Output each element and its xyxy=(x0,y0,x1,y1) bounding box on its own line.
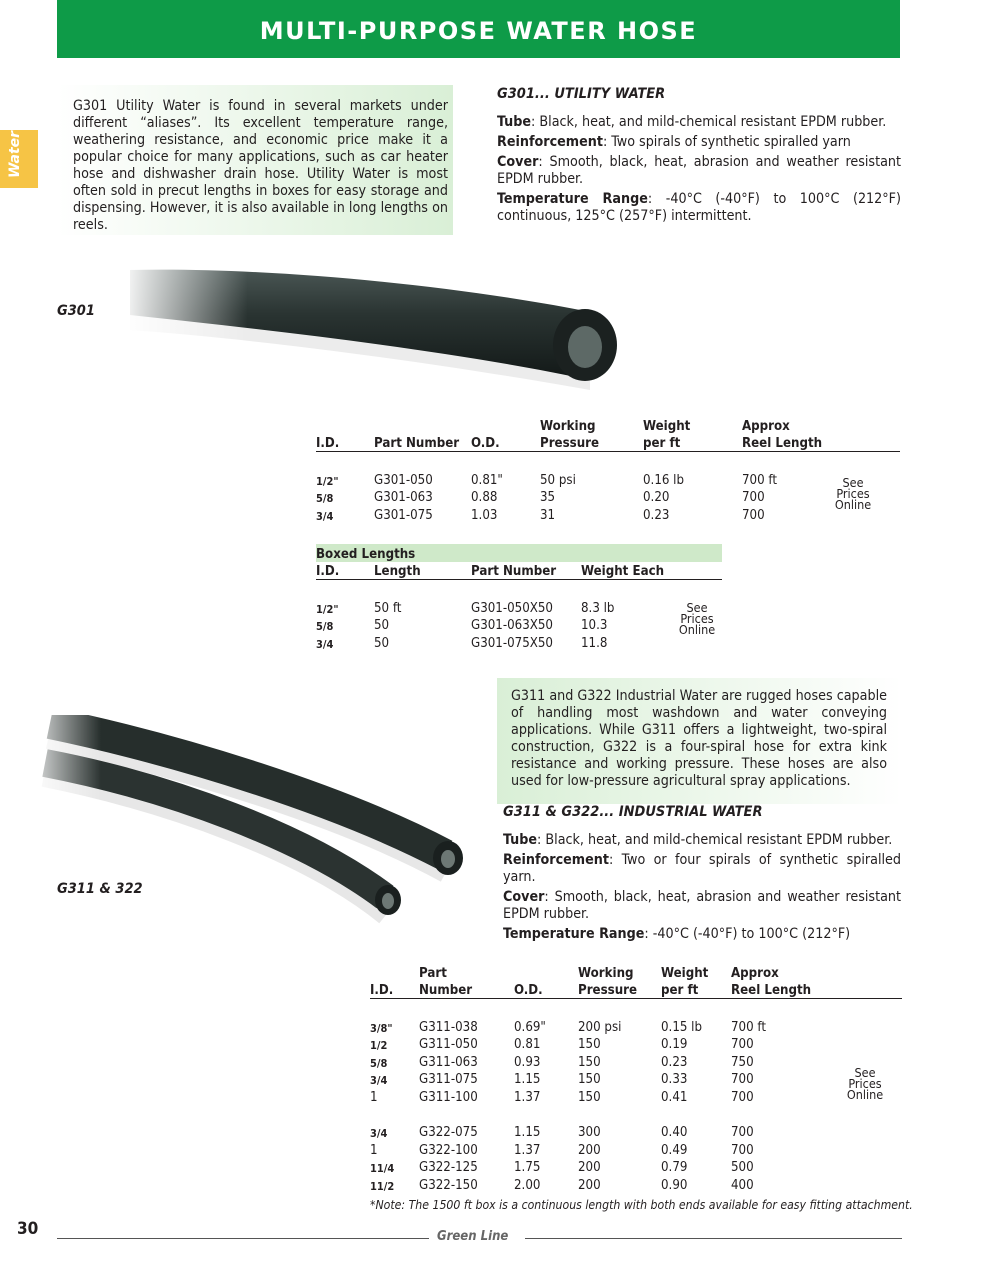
cell-od: 1.15 xyxy=(514,1125,541,1140)
cell-pressure: 200 xyxy=(578,1160,601,1175)
g311-heading: G311 & G322... INDUSTRIAL WATER xyxy=(503,804,763,820)
cell-weight: 8.3 lb xyxy=(581,600,615,616)
boxed-lengths-title: Boxed Lengths xyxy=(316,544,722,562)
col-header: per ft xyxy=(643,434,742,452)
cell-part: G301-050 xyxy=(374,472,433,488)
cell-reel: 700 xyxy=(742,507,765,523)
cell-od: 0.81" xyxy=(471,472,503,488)
footer-rule-left xyxy=(57,1238,429,1239)
table-row xyxy=(370,1052,902,1070)
footnote: *Note: The 1500 ft box is a continuous length with both ends available for easy fitting attachment. xyxy=(370,1198,913,1212)
col-header: Pressure xyxy=(540,434,643,452)
col-header: Part Number xyxy=(374,434,471,452)
table-row xyxy=(316,598,722,616)
table-row xyxy=(370,1035,902,1053)
g301-boxed-table xyxy=(316,544,722,651)
cell-reel: 700 xyxy=(731,1142,754,1158)
reinforcement-text: : Two or four spirals of synthetic spiralled yarn. xyxy=(503,852,901,885)
col-header: Weight xyxy=(661,965,709,981)
g301-specs xyxy=(497,114,901,228)
prices-line: See xyxy=(686,600,708,615)
cell-part: G301-050X50 xyxy=(471,600,553,616)
table-row xyxy=(370,1175,902,1193)
col-header: Reel Length xyxy=(731,981,902,999)
boxed-prices-note xyxy=(667,602,727,635)
cell-part: G311-100 xyxy=(419,1089,478,1105)
cell-id: 11/2 xyxy=(370,1179,395,1193)
cell-pressure: 300 xyxy=(578,1125,601,1140)
temperature-text: : -40°C (-40°F) to 100°C (212°F) continuous, 125°C (257°F) intermittent. xyxy=(497,191,901,224)
cover-label: Cover xyxy=(497,154,539,170)
col-header: Approx xyxy=(742,418,790,434)
g311-intro: G311 and G322 Industrial Water are rugged hoses capable of handling most washdown and water conveying applications. While G311 offers a lightweight, two-spiral construction, G322 is a four-spiral hose for extra kink resistance and working pressure. These hoses are also used for low-pressure agricultural spray applications. xyxy=(497,678,902,804)
cell-part: G311-038 xyxy=(419,1019,478,1035)
cell-pressure: 200 xyxy=(578,1142,601,1158)
cell-reel: 700 xyxy=(731,1125,754,1140)
cell-od: 1.37 xyxy=(514,1142,541,1158)
cell-pressure: 200 xyxy=(578,1177,601,1193)
cell-weight: 0.23 xyxy=(643,507,670,523)
g311-specs xyxy=(503,832,901,946)
cell-part: G311-063 xyxy=(419,1054,478,1070)
table-row xyxy=(370,1158,902,1176)
prices-line: Online xyxy=(834,497,872,512)
cell-weight: 0.23 xyxy=(661,1054,688,1070)
cell-reel: 700 xyxy=(742,490,765,505)
cell-part: G322-075 xyxy=(419,1125,478,1140)
cell-reel: 700 xyxy=(731,1089,754,1105)
cell-reel: 700 ft xyxy=(742,472,777,488)
table-row xyxy=(370,1070,902,1088)
prices-line: See xyxy=(854,1065,876,1080)
col-header: Weight xyxy=(643,418,691,434)
cell-part: G311-050 xyxy=(419,1037,478,1052)
cell-reel: 700 xyxy=(731,1072,754,1087)
col-header: Number xyxy=(419,981,514,999)
table-row xyxy=(370,1140,902,1158)
g301-prices-note xyxy=(823,477,883,510)
cell-part: G322-125 xyxy=(419,1160,478,1175)
cell-pressure: 50 psi xyxy=(540,472,576,488)
cell-id: 3/4 xyxy=(370,1127,388,1140)
cell-id: 5/8 xyxy=(370,1056,388,1070)
footer-rule-right xyxy=(525,1238,902,1239)
col-header: Pressure xyxy=(578,981,661,999)
prices-line: Online xyxy=(678,622,716,637)
col-header: Approx xyxy=(731,965,779,981)
cell-weight: 0.33 xyxy=(661,1072,688,1087)
prices-line: Prices xyxy=(680,611,714,626)
cell-weight: 0.16 lb xyxy=(643,472,685,488)
col-header: O.D. xyxy=(514,981,578,999)
temperature-label: Temperature Range xyxy=(497,191,648,207)
cell-id: 1/2" xyxy=(316,474,339,488)
tube-text: : Black, heat, and mild-chemical resistant EPDM rubber. xyxy=(537,832,893,848)
prices-line: Online xyxy=(846,1087,884,1102)
cell-od: 0.69" xyxy=(514,1019,546,1035)
g301-hose-image xyxy=(120,255,630,415)
cell-pressure: 150 xyxy=(578,1054,601,1070)
reinforcement-label: Reinforcement xyxy=(503,852,609,868)
tube-text: : Black, heat, and mild-chemical resistant EPDM rubber. xyxy=(531,114,887,130)
cell-id: 3/4 xyxy=(316,509,334,523)
cell-pressure: 35 xyxy=(540,490,556,505)
cell-reel: 750 xyxy=(731,1054,754,1070)
cell-length: 50 xyxy=(374,635,390,651)
col-header: Part Number xyxy=(471,562,581,580)
cell-part: G311-075 xyxy=(419,1072,478,1087)
col-header: I.D. xyxy=(316,562,374,580)
cell-od: 0.88 xyxy=(471,490,498,505)
col-header: Part xyxy=(419,965,447,981)
cell-id: 1 xyxy=(370,1142,378,1158)
cell-length: 50 ft xyxy=(374,600,402,616)
cell-id: 1 xyxy=(370,1089,378,1105)
cell-id: 5/8 xyxy=(316,492,334,505)
cell-part: G301-075X50 xyxy=(471,635,553,651)
cell-id: 1/2" xyxy=(316,602,339,616)
cell-weight: 0.20 xyxy=(643,490,670,505)
page-title: MULTI-PURPOSE WATER HOSE xyxy=(259,17,698,45)
prices-line: Prices xyxy=(848,1076,882,1091)
cell-weight: 0.41 xyxy=(661,1089,688,1105)
cover-text: : Smooth, black, heat, abrasion and weather resistant EPDM rubber. xyxy=(497,154,901,187)
cell-id: 5/8 xyxy=(316,620,334,633)
g301-intro: G301 Utility Water is found in several markets under different “aliases”. Its excellent temperature range, weathering resistance, and economic price make it a popular choice for many applications, such as car heater hose and dishwasher drain hose. Utility Water is most often sold in precut lengths in boxes for easy storage and dispensing. However, it is also available in long lengths on reels. xyxy=(58,85,453,235)
cell-od: 1.03 xyxy=(471,507,498,523)
col-header: I.D. xyxy=(316,434,374,452)
cell-id: 3/4 xyxy=(370,1074,388,1087)
temperature-text: : -40°C (-40°F) to 100°C (212°F) xyxy=(644,926,851,942)
page-banner xyxy=(57,0,900,58)
section-tab xyxy=(0,130,38,188)
g311-photo-label: G311 & 322 xyxy=(57,881,143,897)
footer-brand: Green Line xyxy=(437,1229,509,1244)
page-number: 30 xyxy=(17,1219,39,1239)
cover-text: : Smooth, black, heat, abrasion and weather resistant EPDM rubber. xyxy=(503,889,901,922)
cell-weight: 0.90 xyxy=(661,1177,688,1193)
cell-pressure: 150 xyxy=(578,1037,601,1052)
cell-id: 11/4 xyxy=(370,1162,395,1175)
cell-weight: 11.8 xyxy=(581,635,608,651)
cell-part: G301-063 xyxy=(374,490,433,505)
prices-line: See xyxy=(842,475,864,490)
cell-reel: 400 xyxy=(731,1177,754,1193)
cell-pressure: 150 xyxy=(578,1089,601,1105)
cell-id: 3/4 xyxy=(316,637,334,651)
cell-pressure: 150 xyxy=(578,1072,601,1087)
col-header: Working xyxy=(540,418,596,434)
table-row xyxy=(316,633,722,651)
cell-weight: 0.19 xyxy=(661,1037,688,1052)
table-row xyxy=(316,470,900,488)
table-row xyxy=(370,1123,902,1141)
g301-spec-table xyxy=(316,416,900,523)
col-header: Working xyxy=(578,965,634,981)
tube-label: Tube xyxy=(497,114,532,130)
g311-spec-table xyxy=(370,963,902,1193)
cell-weight: 0.49 xyxy=(661,1142,688,1158)
cell-reel: 700 xyxy=(731,1037,754,1052)
cell-od: 1.15 xyxy=(514,1072,541,1087)
cell-part: G322-100 xyxy=(419,1142,478,1158)
col-header: I.D. xyxy=(370,981,419,999)
table-row xyxy=(316,488,900,506)
table-row xyxy=(316,616,722,634)
prices-line: Prices xyxy=(836,486,870,501)
g301-heading: G301... UTILITY WATER xyxy=(497,86,666,102)
cell-od: 2.00 xyxy=(514,1177,541,1193)
cell-id: 3/8" xyxy=(370,1021,393,1035)
reinforcement-text: : Two spirals of synthetic spiralled yarn xyxy=(602,134,851,150)
cell-weight: 0.40 xyxy=(661,1125,688,1140)
g301-photo-label: G301 xyxy=(57,303,95,319)
cell-part: G301-063X50 xyxy=(471,618,553,633)
col-header: per ft xyxy=(661,981,731,999)
cell-part: G322-150 xyxy=(419,1177,478,1193)
table-row xyxy=(370,1017,902,1035)
cell-pressure: 200 psi xyxy=(578,1019,622,1035)
cell-weight: 10.3 xyxy=(581,618,608,633)
temperature-label: Temperature Range xyxy=(503,926,645,942)
cell-weight: 0.15 lb xyxy=(661,1019,703,1035)
table-row xyxy=(316,505,900,523)
cell-reel: 500 xyxy=(731,1160,754,1175)
col-header: Length xyxy=(374,562,471,580)
col-header: Reel Length xyxy=(742,434,900,452)
cell-od: 0.81 xyxy=(514,1037,541,1052)
cell-pressure: 31 xyxy=(540,507,556,523)
cover-label: Cover xyxy=(503,889,545,905)
col-header: O.D. xyxy=(471,434,540,452)
cell-length: 50 xyxy=(374,618,390,633)
tube-label: Tube xyxy=(503,832,538,848)
cell-od: 1.37 xyxy=(514,1089,541,1105)
table-row xyxy=(370,1087,902,1105)
reinforcement-label: Reinforcement xyxy=(497,134,603,150)
cell-weight: 0.79 xyxy=(661,1160,688,1175)
cell-id: 1/2 xyxy=(370,1039,388,1052)
section-tab-label: Water xyxy=(7,130,23,178)
cell-reel: 700 ft xyxy=(731,1019,766,1035)
g311-prices-note xyxy=(835,1067,895,1100)
col-header: Weight Each xyxy=(581,562,722,580)
cell-part: G301-075 xyxy=(374,507,433,523)
cell-od: 0.93 xyxy=(514,1054,541,1070)
cell-od: 1.75 xyxy=(514,1160,541,1175)
